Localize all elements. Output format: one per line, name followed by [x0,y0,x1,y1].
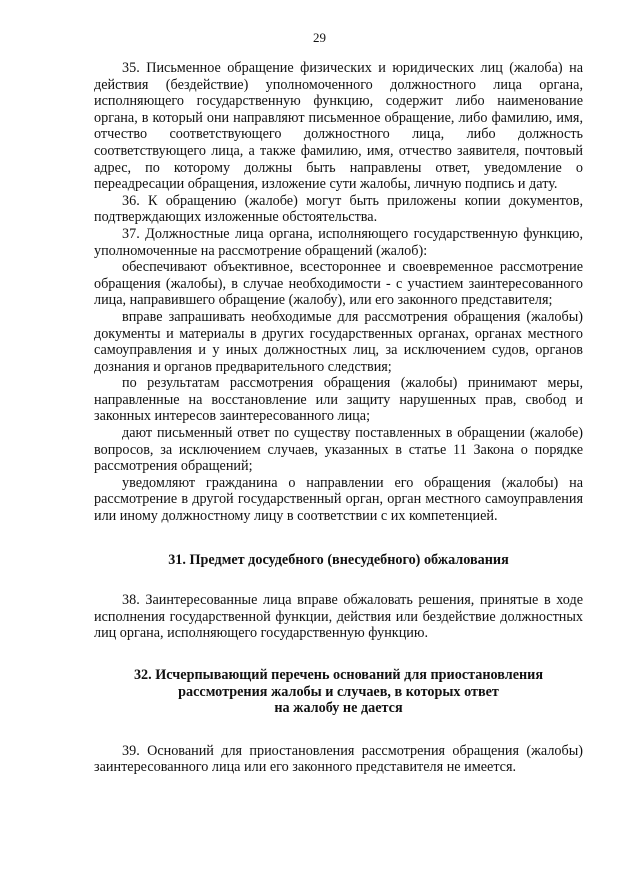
section-heading-32-line-1: 32. Исчерпывающий перечень оснований для приостановления [133,667,544,683]
paragraph-39: 39. Оснований для приостановления рассмотрения обращения (жалобы) заинтересованного лица или его законного представителя не имеется. [94,742,583,776]
paragraph-35: 35. Письменное обращение физических и юридических лиц (жалоба) на действия (бездействие) уполномоченного должностного лица органа, исполняющего государственную функцию, содержит либо наименование органа, в который они направляют письменное обращение, либо фамилию, имя, отчество соответствующего должностного лица, либо должность соответствующего лица, а также фамилию, имя, отчество заявителя, почтовый адрес, по которому должны быть направлены ответ, уведомление о переадресации обращения, изложение сути жалобы, личную подпись и дату. [94,60,583,193]
list-item-request-documents: вправе запрашивать необходимые для рассмотрения обращения (жалобы) документы и материалы в других государственных органах, органах местного самоуправления и у иных должностных лиц, за исключением судов, органов дознания и органов предварительного следствия; [94,308,583,375]
list-item-take-measures: по результатам рассмотрения обращения (жалобы) принимают меры, направленные на восстановление или защиту нарушенных прав, свобод и законных интересов заинтересованного лица; [94,375,583,425]
section-heading-31: 31. Предмет досудебного (внесудебного) обжалования [168,551,509,568]
paragraph-36: 36. К обращению (жалобе) могут быть приложены копии документов, подтверждающих изложенные обстоятельства. [94,192,583,226]
page-number: 29 [313,30,326,45]
paragraph-37: 37. Должностные лица органа, исполняющего государственную функцию, уполномоченные на рассмотрение обращений (жалоб): [94,225,583,259]
list-item-ensure-review: обеспечивают объективное, всестороннее и своевременное рассмотрение обращения (жалобы), в случае необходимости - с участием заинтересованного лица, направившего обращение (жалобу), или его законного представителя; [94,259,583,309]
list-item-written-answer: дают письменный ответ по существу поставленных в обращении (жалобе) вопросов, за исключением случаев, указанных в статье 11 Закона о порядке рассмотрения обращений; [94,425,583,475]
section-heading-32-line-2: рассмотрения жалобы и случаев, в которых ответ [178,683,499,700]
list-item-notify-citizen: уведомляют гражданина о направлении его обращения (жалобы) на рассмотрение в другой государственный орган, орган местного самоуправления или иному должностному лицу в соответствии с их компетенцией. [94,474,583,525]
document-body [94,60,583,776]
section-heading-32 [94,667,583,717]
paragraph-38: 38. Заинтересованные лица вправе обжаловать решения, принятые в ходе исполнения государственной функции, действия или бездействие должностных лиц органа, исполняющего государственную функцию. [94,592,583,642]
section-heading-32-line-3: на жалобу не дается [274,700,403,717]
